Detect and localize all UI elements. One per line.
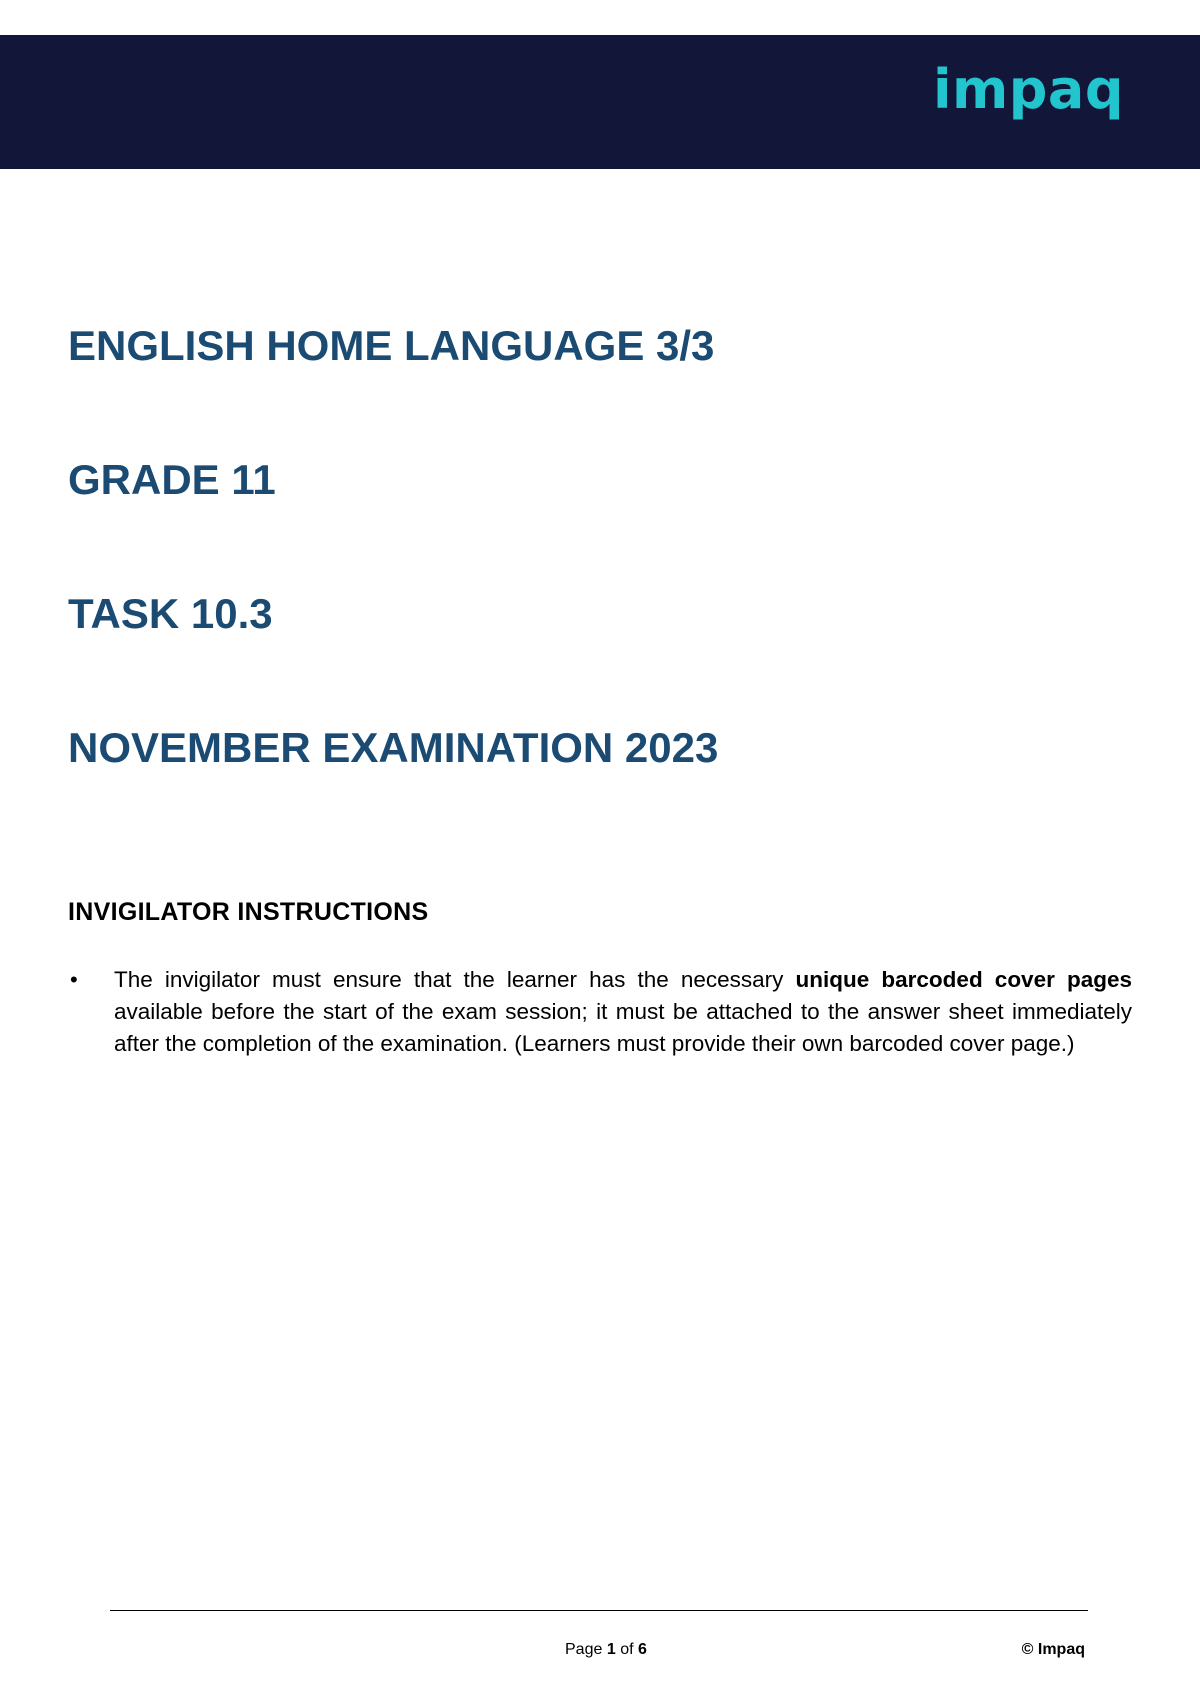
instruction-item [68,964,1132,1060]
page-current: 1 [606,1641,616,1658]
instruction-list [68,964,1132,1060]
invigilator-instructions-heading: INVIGILATOR INSTRUCTIONS [68,898,429,926]
copyright: © Impaq [1021,1641,1085,1658]
footer-divider [110,1610,1088,1611]
header-band [0,35,1200,169]
instruction-text-before: The invigilator must ensure that the learner has the necessary [114,967,796,992]
grade-title: GRADE 11 [68,456,276,503]
page-label: Page [565,1641,603,1658]
page-of: of [620,1641,634,1658]
bullet-icon: • [70,967,78,992]
page-number [565,1640,647,1660]
instruction-text-after: available before the start of the exam session; it must be attached to the answer sheet immediately after the completion of the examination. (Learners must provide their own barcoded cover page.) [114,999,1132,1056]
exam-title: NOVEMBER EXAMINATION 2023 [68,724,719,771]
title-block [68,318,1128,776]
instruction-bold-text: unique barcoded cover pages [795,967,1132,992]
impaq-logo: impaq [932,58,1124,121]
task-title: TASK 10.3 [68,590,273,637]
subject-title: ENGLISH HOME LANGUAGE 3/3 [68,322,715,369]
page-total: 6 [637,1641,647,1658]
